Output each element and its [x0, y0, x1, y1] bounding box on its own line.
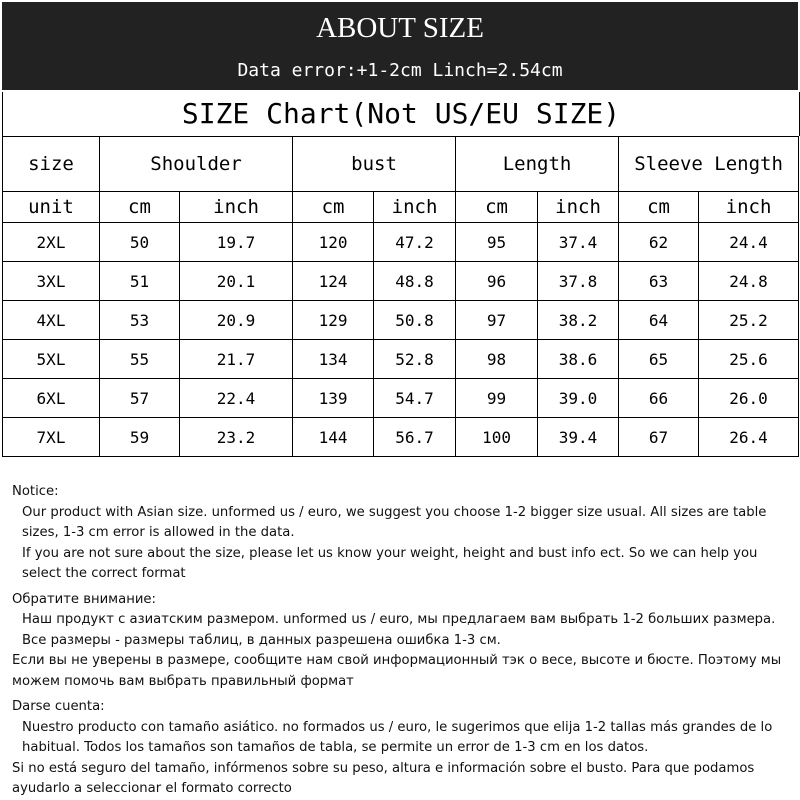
table-cell: 144	[293, 418, 374, 457]
table-cell: 21.7	[180, 340, 293, 379]
banner-title: ABOUT SIZE	[316, 12, 484, 44]
notes-section	[12, 482, 792, 800]
table-cell: 38.2	[538, 301, 619, 340]
table-cell: 26.4	[699, 418, 799, 457]
unit-cell: cm	[293, 192, 374, 223]
table-cell: 25.6	[699, 340, 799, 379]
table-cell: 53	[100, 301, 180, 340]
header-sleeve-length: Sleeve Length	[619, 137, 799, 192]
header-banner	[2, 2, 798, 90]
table-cell: 7XL	[3, 418, 100, 457]
table-cell: 23.2	[180, 418, 293, 457]
table-cell: 24.8	[699, 262, 799, 301]
table-cell: 65	[619, 340, 699, 379]
table-cell: 55	[100, 340, 180, 379]
table-cell: 59	[100, 418, 180, 457]
unit-cell: inch	[699, 192, 799, 223]
table-cell: 39.0	[538, 379, 619, 418]
header-size: size	[3, 137, 100, 192]
table-cell: 100	[456, 418, 538, 457]
table-cell: 99	[456, 379, 538, 418]
table-row	[3, 301, 799, 340]
table-cell: 63	[619, 262, 699, 301]
table-cell: 67	[619, 418, 699, 457]
notice-heading-en: Notice:	[12, 484, 59, 499]
table-cell: 19.7	[180, 223, 293, 262]
table-cell: 22.4	[180, 379, 293, 418]
table-cell: 37.4	[538, 223, 619, 262]
table-cell: 129	[293, 301, 374, 340]
table-cell: 54.7	[374, 379, 456, 418]
table-cell: 38.6	[538, 340, 619, 379]
unit-cell: inch	[538, 192, 619, 223]
notice-text-en-1: Our product with Asian size. unformed us / euro, we suggest you choose 1-2 bigger size usual. All sizes are table sizes, 1-3 cm error is allowed in the data.	[22, 504, 767, 540]
unit-cell: inch	[374, 192, 456, 223]
notice-text-es-2: Si no está seguro del tamaño, infórmenos sobre su peso, altura e información sobre el busto. Para que podamos ayudarlo a seleccionar el formato correcto	[12, 760, 755, 796]
notice-text-ru-2: Если вы не уверены в размере, сообщите нам свой информационный тэк о весе, высоте и бюсте. Поэтому мы можем помочь вам выбрать правильный формат	[12, 653, 782, 689]
notice-text-ru-1: Наш продукт с азиатским размером. unformed us / euro, мы предлагаем вам выбрать 1-2 больших размера. Все размеры - размеры таблиц, в данных разрешена ошибка 1-3 см.	[22, 612, 776, 648]
table-cell: 56.7	[374, 418, 456, 457]
table-cell: 98	[456, 340, 538, 379]
table-cell: 4XL	[3, 301, 100, 340]
table-cell: 37.8	[538, 262, 619, 301]
table-cell: 47.2	[374, 223, 456, 262]
table-cell: 20.1	[180, 262, 293, 301]
table-cell: 25.2	[699, 301, 799, 340]
header-bust: bust	[293, 137, 456, 192]
unit-cell: cm	[456, 192, 538, 223]
notice-heading-ru: Обратите внимание:	[12, 591, 156, 607]
table-row	[3, 340, 799, 379]
header-length: Length	[456, 137, 619, 192]
table-cell: 97	[456, 301, 538, 340]
banner-subtitle: Data error:+1-2cm Linch=2.54cm	[237, 60, 563, 81]
table-cell: 62	[619, 223, 699, 262]
unit-cell: inch	[180, 192, 293, 223]
table-cell: 139	[293, 379, 374, 418]
notice-text-en-2: If you are not sure about the size, please let us know your weight, height and bust info ect. So we can help you select the correct format	[22, 545, 758, 581]
table-cell: 134	[293, 340, 374, 379]
table-cell: 64	[619, 301, 699, 340]
table-cell: 51	[100, 262, 180, 301]
table-cell: 96	[456, 262, 538, 301]
table-row	[3, 418, 799, 457]
unit-cell: cm	[619, 192, 699, 223]
table-row	[3, 223, 799, 262]
table-row	[3, 379, 799, 418]
size-chart-title: SIZE Chart(Not US/EU SIZE)	[2, 92, 800, 136]
table-cell: 124	[293, 262, 374, 301]
table-cell: 2XL	[3, 223, 100, 262]
notice-heading-es: Darse cuenta:	[12, 699, 105, 714]
table-cell: 50	[100, 223, 180, 262]
table-cell: 66	[619, 379, 699, 418]
size-table	[2, 136, 799, 457]
unit-cell: cm	[100, 192, 180, 223]
table-cell: 120	[293, 223, 374, 262]
table-cell: 20.9	[180, 301, 293, 340]
table-cell: 52.8	[374, 340, 456, 379]
table-cell: 24.4	[699, 223, 799, 262]
table-cell: 6XL	[3, 379, 100, 418]
header-shoulder: Shoulder	[100, 137, 293, 192]
table-cell: 26.0	[699, 379, 799, 418]
table-row	[3, 262, 799, 301]
table-cell: 50.8	[374, 301, 456, 340]
table-cell: 5XL	[3, 340, 100, 379]
table-cell: 95	[456, 223, 538, 262]
group-header-row	[3, 137, 799, 192]
table-cell: 48.8	[374, 262, 456, 301]
table-cell: 3XL	[3, 262, 100, 301]
notice-text-es-1: Nuestro producto con tamaño asiático. no formados us / euro, le sugerimos que elija 1-2 tallas más grandes de lo habitual. Todos los tamaños son tamaños de tabla, se permite un error de 1-3 cm en los datos.	[22, 719, 773, 755]
table-cell: 57	[100, 379, 180, 418]
unit-cell: unit	[3, 192, 100, 223]
unit-header-row	[3, 192, 799, 223]
table-cell: 39.4	[538, 418, 619, 457]
